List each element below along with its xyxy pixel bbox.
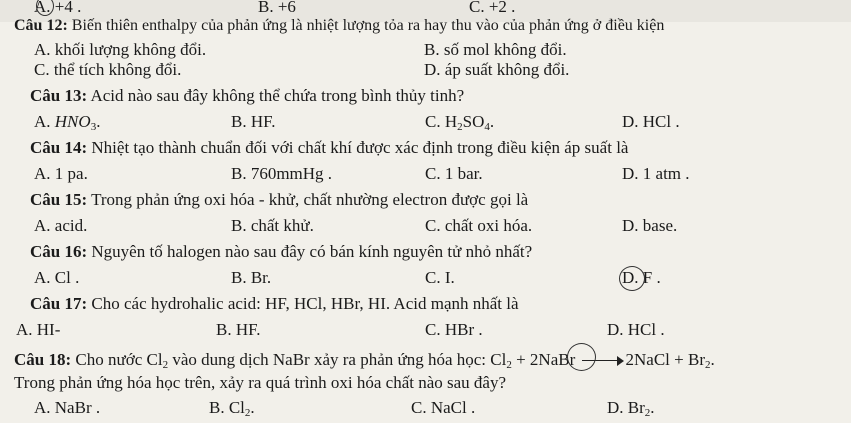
- option-end: .: [96, 112, 101, 131]
- formula-subscript: 2: [506, 359, 512, 371]
- equation-end: .: [710, 350, 715, 369]
- question-15: [30, 190, 528, 210]
- q16-option-d: D. F .: [622, 268, 661, 287]
- q12-option-b: B. số mol không đổi.: [424, 40, 567, 59]
- q13-option-b: B. HF.: [231, 112, 276, 131]
- question-text: Acid nào sau đây không thể chứa trong bình thủy tinh?: [90, 86, 465, 105]
- q17-option-b: B. HF.: [216, 320, 261, 339]
- question-text: vào dung dịch NaBr xảy ra phản ứng hóa học:: [172, 350, 487, 369]
- formula: Br: [627, 398, 645, 417]
- q13-option-c: [425, 112, 494, 137]
- q13-option-d: D. HCl .: [622, 112, 680, 131]
- q13-option-a: [34, 112, 100, 137]
- question-12: [14, 16, 664, 36]
- q16-option-a: A. Cl .: [34, 268, 80, 287]
- q18-option-d: [607, 398, 655, 423]
- q15-option-c: C. chất oxi hóa.: [425, 216, 533, 235]
- prev-option-b: B. +6: [258, 0, 296, 16]
- q14-option-d: D. 1 atm .: [622, 164, 690, 183]
- formula: Cl: [228, 398, 245, 417]
- question-text: Cho các hydrohalic acid: HF, HCl, HBr, HI. Acid mạnh nhất là: [91, 294, 519, 313]
- q17-option-d: D. HCl .: [607, 320, 665, 339]
- formula: HNO: [54, 112, 91, 131]
- question-number: Câu 18:: [14, 350, 72, 369]
- question-number: Câu 13:: [30, 86, 88, 105]
- question-13: [30, 86, 464, 106]
- equation-left: Cl: [490, 350, 507, 369]
- q14-option-b: B. 760mmHg .: [231, 164, 333, 183]
- question-18: [14, 350, 715, 375]
- q18-option-c: C. NaCl .: [411, 398, 476, 417]
- equation-left-rest: + 2NaBr: [511, 350, 576, 369]
- formula-subscript: 3: [90, 121, 97, 133]
- question-text: Biến thiên enthalpy của phản ứng là nhiệt lượng tỏa ra hay thu vào của phản ứng ở điều kiện: [71, 17, 665, 34]
- formula-subscript: 2: [244, 407, 251, 419]
- q18-option-a: A. NaBr .: [34, 398, 101, 417]
- question-14: [30, 138, 628, 158]
- question-text: Nhiệt tạo thành chuẩn đối với chất khí được xác định trong điều kiện áp suất là: [91, 138, 629, 157]
- question-text: Cho nước: [75, 350, 143, 369]
- option-label: A.: [34, 112, 51, 131]
- option-end: .: [489, 112, 495, 131]
- q15-option-d: D. base.: [622, 216, 678, 235]
- formula-subscript: 2: [162, 359, 169, 371]
- equation-right: 2NaCl + Br: [625, 350, 705, 369]
- q16-option-b: B. Br.: [231, 268, 272, 287]
- option-label: D.: [607, 398, 624, 417]
- q12-option-c: C. thể tích không đổi.: [34, 60, 182, 79]
- formula-subscript: 2: [644, 407, 651, 419]
- question-text: Trong phản ứng oxi hóa - khử, chất nhường electron được gọi là: [91, 190, 529, 209]
- answer-mark-circle: [619, 266, 645, 291]
- formula: H: [444, 112, 458, 131]
- option-end: .: [650, 398, 655, 417]
- formula: Cl: [146, 350, 163, 369]
- prev-option-a: A. +4 .: [34, 0, 82, 16]
- prev-option-c: C. +2 .: [469, 0, 516, 16]
- question-17: [30, 294, 519, 314]
- q15-option-a: A. acid.: [34, 216, 88, 235]
- q15-option-b: B. chất khử.: [231, 216, 314, 235]
- q14-option-a: A. 1 pa.: [34, 164, 88, 183]
- equation: [490, 350, 714, 369]
- formula-subscript: 2: [705, 359, 711, 371]
- formula-subscript: 4: [484, 121, 490, 133]
- question-16: [30, 242, 532, 262]
- option-label: B.: [209, 398, 225, 417]
- option-end: .: [250, 398, 255, 417]
- option-label: C.: [425, 112, 441, 131]
- question-number: Câu 15:: [30, 190, 88, 209]
- q12-option-d: D. áp suất không đổi.: [424, 60, 570, 79]
- formula-subscript: 2: [457, 121, 463, 133]
- question-number: Câu 16:: [30, 242, 88, 261]
- answer-mark-circle: [567, 343, 596, 371]
- q17-option-c: C. HBr .: [425, 320, 483, 339]
- q12-option-a: A. khối lượng không đổi.: [34, 40, 207, 59]
- question-number: Câu 12:: [14, 17, 68, 34]
- q18-option-b: [209, 398, 255, 423]
- question-18-line-2: Trong phản ứng hóa học trên, xảy ra quá trình oxi hóa chất nào sau đây?: [14, 373, 507, 392]
- formula: SO: [462, 112, 485, 131]
- q14-option-c: C. 1 bar.: [425, 164, 483, 183]
- q16-option-c: C. I.: [425, 268, 455, 287]
- question-text: Nguyên tố halogen nào sau đây có bán kính nguyên tử nhỏ nhất?: [91, 242, 533, 261]
- q17-option-a: A. HI-: [16, 320, 61, 339]
- question-number: Câu 14:: [30, 138, 88, 157]
- question-number: Câu 17:: [30, 294, 88, 313]
